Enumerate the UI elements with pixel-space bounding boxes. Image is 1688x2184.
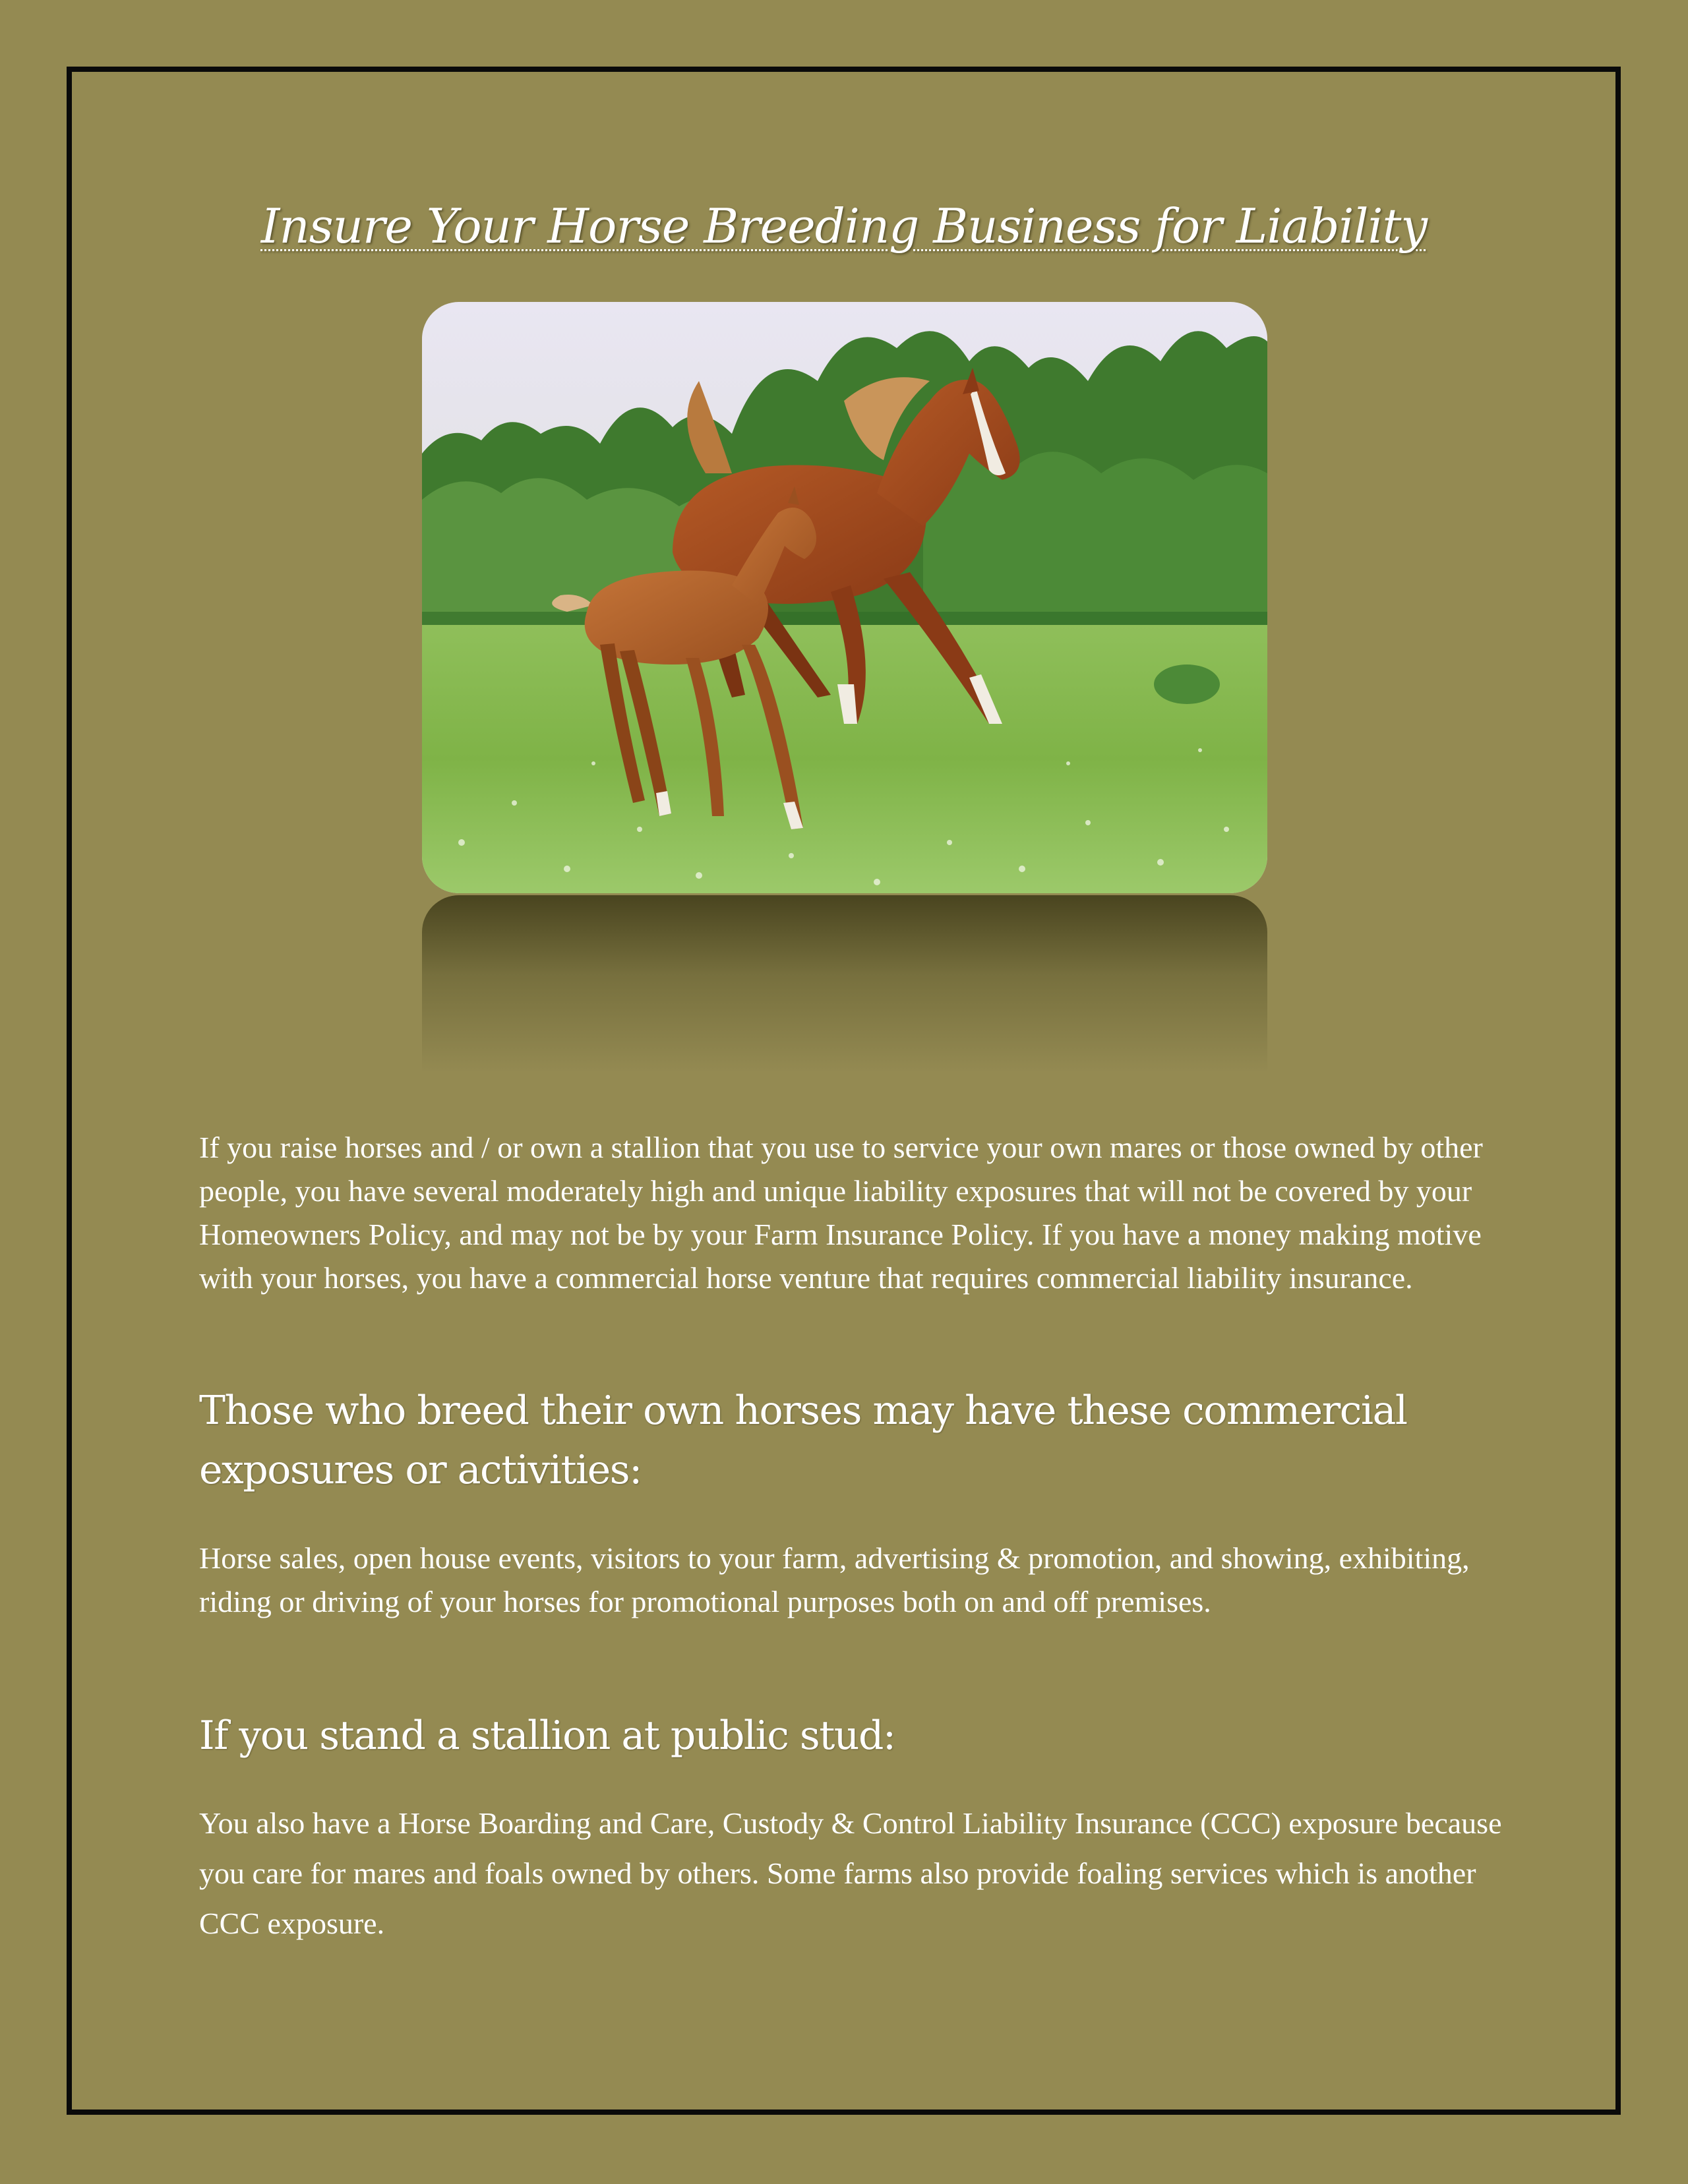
photo-reflection — [422, 895, 1267, 1073]
intro-paragraph: If you raise horses and / or own a stallion that you use to service your own mares or those owned by other people, you have several moderately high and unique liability exposures that will not be covered by your Homeowners Policy, and may not be by your Farm Insurance Policy. If you have a money making motive with your horses, you have a commercial horse venture that requires commercial liability insurance. — [199, 1131, 1483, 1295]
breeders-paragraph: Horse sales, open house events, visitors to your farm, advertising & promotion, and showing, exhibiting, riding or driving of your horses for promotional purposes both on and off premises. — [199, 1541, 1470, 1618]
section-heading-stallion: If you stand a stallion at public stud: — [199, 1713, 895, 1759]
stallion-paragraph: You also have a Horse Boarding and Care, Custody & Control Liability Insurance (CCC) exposure because you care for mares and foals owned by others. Some farms also provide foaling services which is another CCC exposure. — [199, 1806, 1502, 1940]
horses-photo — [422, 302, 1267, 893]
page-title: Insure Your Horse Breeding Business for Liability — [260, 198, 1428, 254]
section-heading-breeders: Those who breed their own horses may have these commercial exposures or activities: — [199, 1388, 1407, 1493]
